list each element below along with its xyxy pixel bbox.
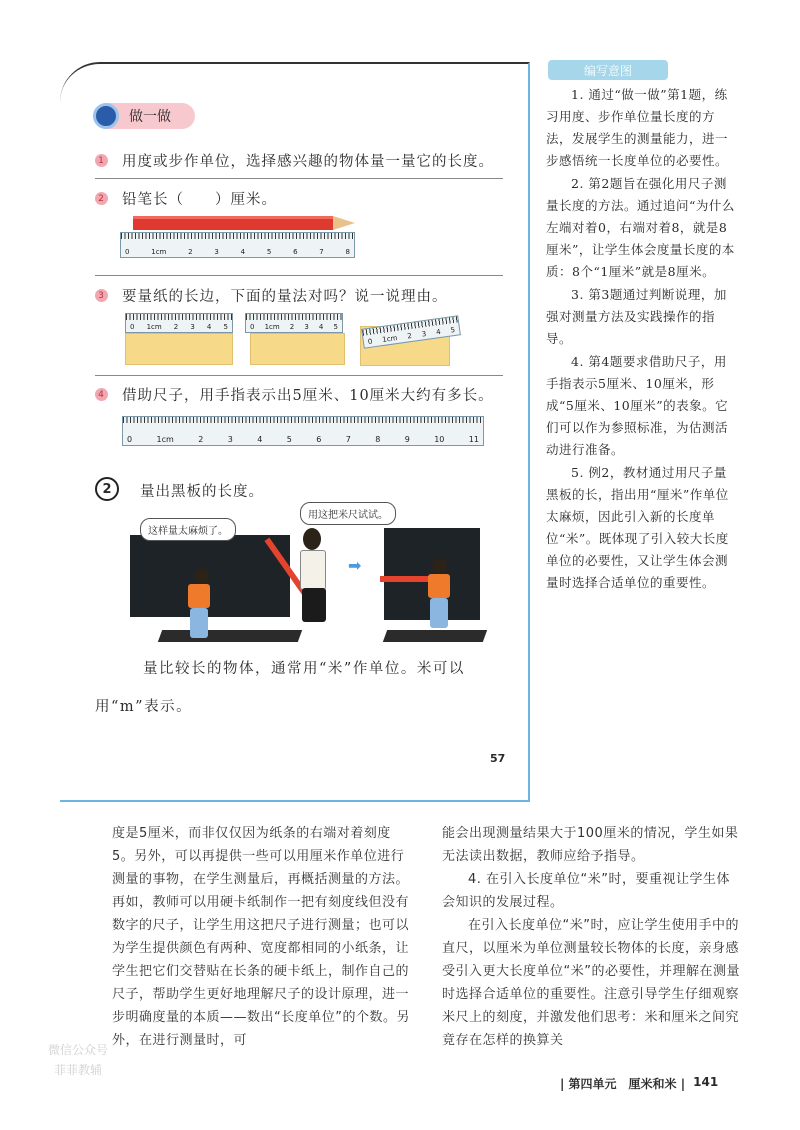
textbook-page-bottom-border [60, 800, 530, 802]
teacher-head [303, 528, 321, 550]
ruler-mark-label: 4 [435, 327, 442, 337]
footer-unit: | 第四单元 厘米和米 | [560, 1077, 686, 1091]
ruler-mark-label: 3 [190, 323, 195, 331]
question-2 [95, 188, 277, 209]
question-text: 借助尺子，用手指表示出5厘米、10厘米大约有多长。 [122, 388, 494, 404]
textbook-paragraph: 量比较长的物体，通常用“米”作单位。米可以用“m”表示。 [95, 661, 465, 715]
ruler-q4 [122, 416, 484, 446]
ruler-mark-label: 2 [188, 248, 193, 256]
ruler-mark-label: 2 [173, 323, 179, 331]
textbook-page-number: 57 [490, 752, 506, 765]
ruler-mark-label: 7 [319, 248, 324, 256]
ruler-q3-b [245, 313, 343, 333]
example-title: 量出黑板的长度。 [140, 484, 264, 500]
commentary-paragraph: 在引入长度单位“米”时，应让学生使用手中的直尺，以厘米为单位测量较长物体的长度，亲身感受引入更大长度单位“米”的必要性，并理解在测量时选择合适单位的重要性。注意引导学生仔细观察米尺上的刻度，并激发他们思考：米和厘米之间究竟存在怎样的换算关 [442, 918, 740, 1048]
ruler-mark-label: 4 [240, 248, 246, 256]
teacher-skirt [302, 588, 326, 622]
paper-strip-b [250, 333, 345, 365]
ruler-mark-label: 1cm [264, 323, 280, 331]
boy-shirt [188, 584, 210, 608]
commentary-paragraph: 能会出现测量结果大于100厘米的情况，学生如果无法读出数据，教师应给予指导。 [442, 826, 739, 864]
ruler-mark-label: 1cm [156, 435, 174, 444]
ruler-labels [125, 248, 350, 256]
ruler-mark-label: 4 [257, 435, 263, 444]
sidebar-paragraph: 4. 第4题要求借助尺子，用手指表示5厘米、10厘米，形成“5厘米、10厘米”的表象。它们可以作为参照标准，为估测活动进行准备。 [546, 354, 729, 457]
sidebar-paragraph: 3. 第3题通过判断说理，加强对测量方法及实践操作的指导。 [546, 287, 727, 346]
ruler-mark-label: 2 [198, 435, 204, 444]
floor-right [383, 630, 487, 642]
boy-speech-bubble: 这样量太麻烦了。 [140, 518, 236, 541]
question-text: 用度或步作单位，选择感兴趣的物体量一量它的长度。 [122, 154, 494, 170]
ruler-mark-label: 3 [227, 435, 233, 444]
divider [95, 178, 503, 179]
ruler-mark-label: 5 [266, 248, 272, 256]
divider [95, 275, 503, 276]
boy-head [432, 558, 447, 573]
boy-head [194, 568, 210, 584]
ruler-mark-label: 0 [130, 323, 135, 331]
ruler-mark-label: 7 [345, 435, 351, 444]
commentary-right-column [442, 822, 742, 1052]
question-1 [95, 150, 494, 171]
footer-page-number: 141 [693, 1075, 719, 1089]
ruler-mark-label: 4 [318, 323, 324, 331]
question-text: 铅笔长（ ）厘米。 [122, 192, 277, 208]
floor-left [158, 630, 302, 642]
pencil-tip [333, 216, 355, 230]
arrow-right-icon: ➡ [348, 556, 362, 575]
ruler-labels [130, 323, 228, 331]
ruler-mark-label: 3 [304, 323, 309, 331]
ruler-mark-label: 0 [250, 323, 255, 331]
watermark-line: 菲菲教辅 [54, 1063, 103, 1077]
ruler-mark-label: 2 [406, 331, 413, 341]
ruler-mark-label: 8 [375, 435, 381, 444]
ruler-labels [250, 323, 338, 331]
ruler-q2 [120, 232, 355, 258]
ruler-mark-label: 3 [214, 248, 219, 256]
page-footer [560, 1075, 718, 1092]
sidebar-paragraph: 2. 第2题旨在强化用尺子测量长度的方法。通过追问“为什么左端对着0，右端对着8，就是8厘米”，让学生体会度量长度的本质：8个“1厘米”就是8厘米。 [546, 176, 735, 279]
ruler-mark-label: 1cm [151, 248, 167, 256]
ruler-mark-label: 0 [127, 435, 133, 444]
sidebar-paragraph: 5. 例2，教材通过用尺子量黑板的长，指出用“厘米”作单位太麻烦，因此引入新的长度单位“米”。既体现了引入较大长度单位的必要性，又让学生体会测量时选择合适单位的重要性。 [546, 465, 729, 590]
paper-strip-a [125, 333, 233, 365]
ruler-mark-label: 4 [206, 323, 212, 331]
ruler-mark-label: 1cm [381, 333, 398, 345]
sidebar-header: 编写意图 [548, 60, 668, 80]
watermark [48, 1040, 108, 1080]
boy-pants [430, 598, 448, 628]
pencil-illustration [133, 216, 333, 230]
ruler-mark-label: 10 [434, 435, 445, 444]
divider [95, 375, 503, 376]
watermark-line: 微信公众号 [48, 1043, 109, 1057]
question-number: 3 [95, 289, 108, 302]
ruler-mark-label: 5 [450, 325, 456, 335]
teacher-blouse [300, 550, 326, 590]
ruler-mark-label: 0 [367, 337, 373, 347]
question-number: 2 [95, 192, 108, 205]
ruler-q3-a [125, 313, 233, 333]
question-number: 4 [95, 388, 108, 401]
ruler-labels [127, 435, 479, 444]
teacher-speech-bubble: 用这把米尺试试。 [300, 502, 396, 525]
section-label: 做一做 [129, 109, 171, 125]
ruler-mark-label: 5 [223, 323, 228, 331]
activity-icon [93, 103, 119, 129]
ruler-mark-label: 5 [333, 323, 338, 331]
ruler-mark-label: 8 [345, 248, 350, 256]
sidebar-paragraph: 1. 通过“做一做”第1题，练习用度、步作单位量长度的方法，发展学生的测量能力，进一步感悟统一长度单位的必要性。 [546, 87, 729, 168]
boy-shirt [428, 574, 450, 598]
commentary-left-column: 度是5厘米，而非仅仅因为纸条的右端对着刻度5。另外，可以再提供一些可以用厘米作单位进行测量的事物，在学生测量后，再概括测量的方法。再如，教师可以用硬卡纸制作一把有刻度线但没有数字的尺子，让学生用这把尺子进行测量；也可以为学生提供颜色有两种、宽度都相同的小纸条，让学生把它们交替贴在长条的硬卡纸上，制作自己的尺子，帮助学生更好地理解尺子的设计原理，进一步明确度量的本质——数出“长度单位”的个数。另外，在进行测量时，可 [112, 826, 410, 1048]
question-3 [95, 285, 448, 306]
example-number: 2 [95, 477, 119, 501]
question-number: 1 [95, 154, 108, 167]
ruler-mark-label: 11 [468, 435, 479, 444]
sidebar-notes [546, 84, 736, 595]
section-badge [95, 103, 195, 129]
ruler-mark-label: 5 [286, 435, 292, 444]
ruler-mark-label: 1cm [146, 323, 162, 331]
ruler-mark-label: 9 [404, 435, 410, 444]
ruler-mark-label: 0 [125, 248, 130, 256]
question-text: 要量纸的长边，下面的量法对吗？说一说理由。 [122, 289, 448, 305]
ruler-mark-label: 6 [316, 435, 322, 444]
boy-pants [190, 608, 208, 638]
ruler-mark-label: 3 [421, 329, 427, 339]
commentary-paragraph: 4. 在引入长度单位“米”时，要重视让学生体会知识的发展过程。 [442, 872, 731, 910]
blackboard-left [130, 535, 290, 617]
ruler-mark-label: 2 [289, 323, 295, 331]
question-4 [95, 384, 494, 405]
ruler-mark-label: 6 [293, 248, 298, 256]
